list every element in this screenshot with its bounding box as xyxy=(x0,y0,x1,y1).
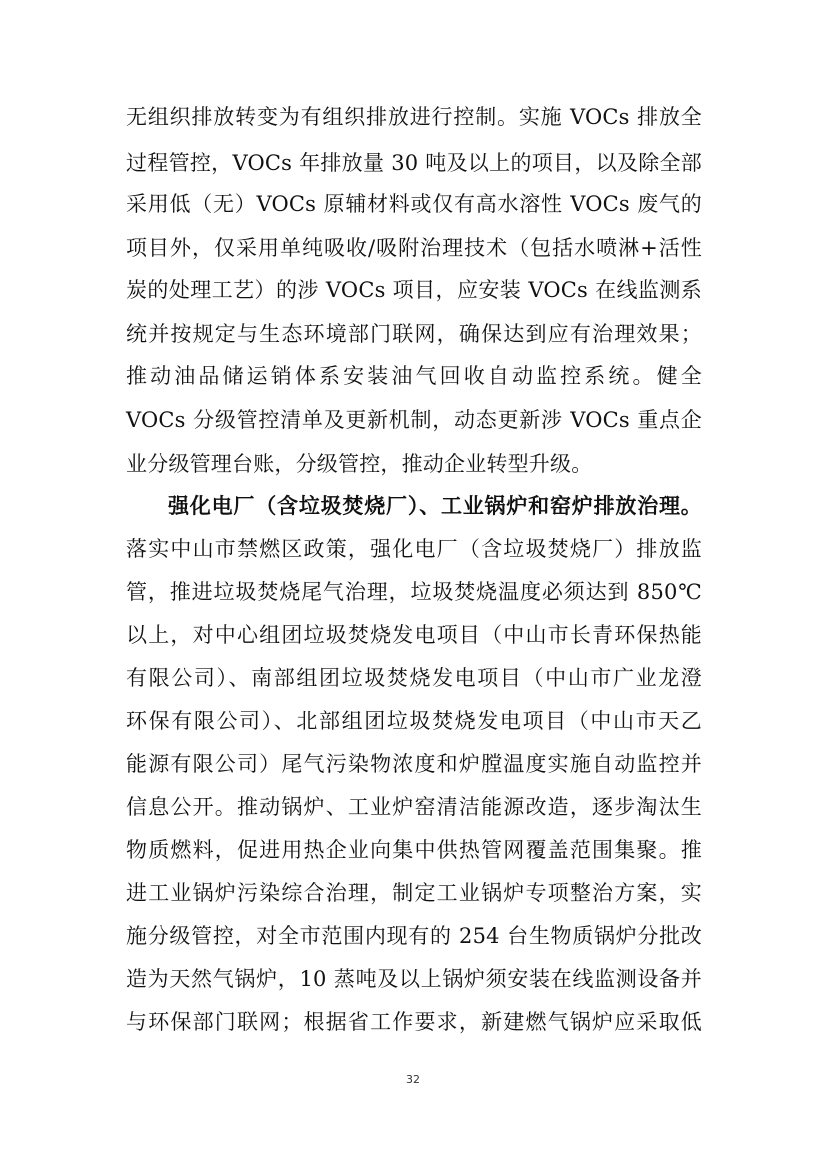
text-line: 进工业锅炉污染综合治理，制定工业锅炉专项整治方案，实 xyxy=(126,881,702,905)
text-line: 炭的处理工艺）的涉 VOCs 项目，应安装 VOCs 在线监测系 xyxy=(126,278,702,302)
text-line: 管，推进垃圾焚烧尾气治理，垃圾焚烧温度必须达到 850℃ xyxy=(126,580,702,604)
text-line: 有限公司）、南部组团垃圾焚烧发电项目（中山市广业龙澄 xyxy=(126,666,702,690)
text-line: VOCs 分级管控清单及更新机制，动态更新涉 VOCs 重点企 xyxy=(126,408,702,432)
text-line: 采用低（无）VOCs 原辅材料或仅有高水溶性 VOCs 废气的 xyxy=(126,192,702,216)
section-heading: 强化电厂（含垃圾焚烧厂）、工业锅炉和窑炉排放治理。 xyxy=(168,493,702,518)
page-number: 32 xyxy=(406,1073,420,1086)
text-line: 项目外，仅采用单纯吸收/吸附治理技术（包括水喷淋+活性 xyxy=(126,236,702,260)
text-line: 统并按规定与生态环境部门联网，确保达到应有治理效果； xyxy=(126,322,702,346)
text-line: 造为天然气锅炉，10 蒸吨及以上锅炉须安装在线监测设备并 xyxy=(126,967,702,991)
text-line: 能源有限公司）尾气污染物浓度和炉膛温度实施自动监控并 xyxy=(126,752,702,776)
text-line: 推动油品储运销体系安装油气回收自动监控系统。健全 xyxy=(126,364,702,388)
text-line: 物质燃料，促进用热企业向集中供热管网覆盖范围集聚。推 xyxy=(126,838,702,862)
text-line: 信息公开。推动锅炉、工业炉窑清洁能源改造，逐步淘汰生 xyxy=(126,795,702,819)
text-line: 环保有限公司）、北部组团垃圾焚烧发电项目（中山市天乙 xyxy=(126,709,702,733)
text-line: 落实中山市禁燃区政策，强化电厂（含垃圾焚烧厂）排放监 xyxy=(126,537,702,561)
text-line: 与环保部门联网；根据省工作要求，新建燃气锅炉应采取低 xyxy=(126,1010,702,1034)
text-line: 以上，对中心组团垃圾焚烧发电项目（中山市长青环保热能 xyxy=(126,623,702,647)
text-line: 施分级管控，对全市范围内现有的 254 台生物质锅炉分批改 xyxy=(126,924,702,948)
text-line: 无组织排放转变为有组织排放进行控制。实施 VOCs 排放全 xyxy=(126,105,702,129)
text-line: 过程管控，VOCs 年排放量 30 吨及以上的项目，以及除全部 xyxy=(126,151,702,175)
text-line: 业分级管理台账，分级管控，推动企业转型升级。 xyxy=(126,452,593,476)
